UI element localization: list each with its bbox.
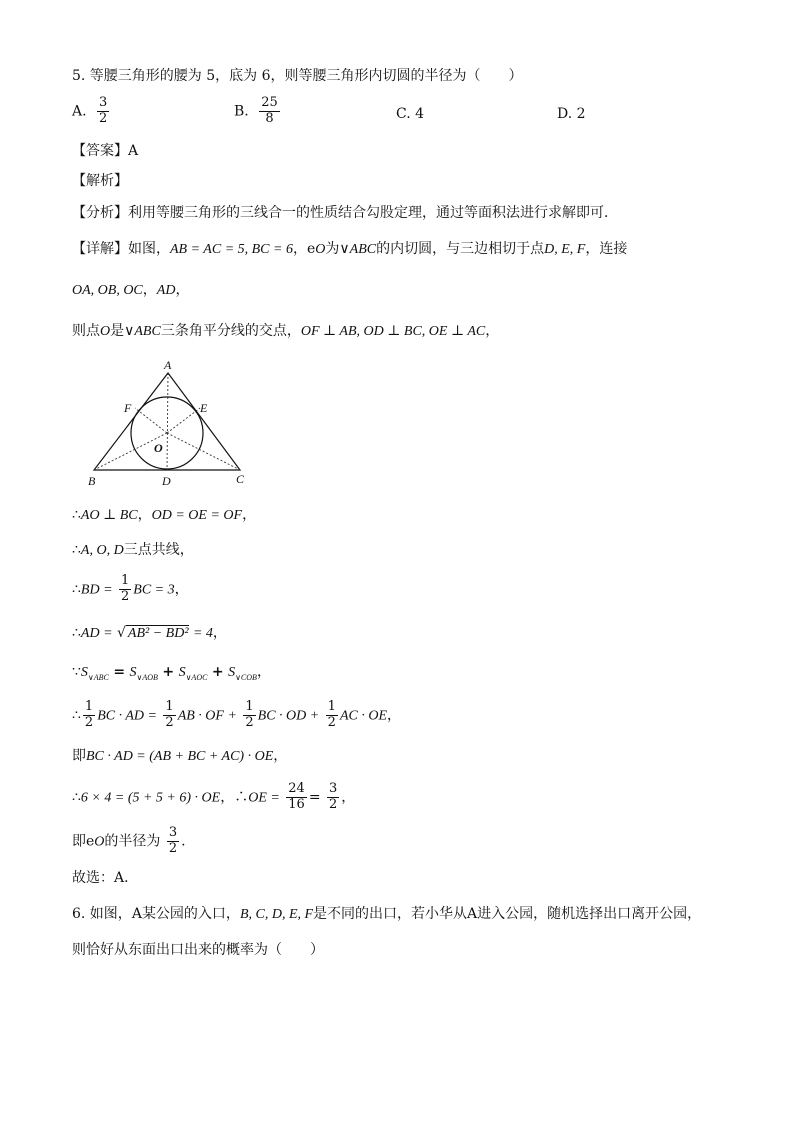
line-of [135,408,167,433]
option-b-fraction: $\frac{25}{8}$ [261,95,278,126]
label-o: O [154,441,163,455]
answer-line: 【答案】A [72,143,139,159]
step-9: 即eO的半径为 $\frac{3}{2}$ . [72,825,186,856]
question-5-stem: 5. 等腰三角形的腰为 5，底为 6，则等腰三角形内切圆的半径为（ ） [72,68,523,84]
label-a: A [164,358,172,372]
option-c: C. 4 [396,106,425,122]
line-ao [167,373,168,470]
option-a: A. $\frac{3}{2}$ [72,95,108,126]
line-oe [167,408,200,433]
step-7: 即BC · AD = (AB + BC + AC) · OE， [72,748,288,764]
label-e: E [200,401,208,415]
option-d: D. 2 [557,106,586,122]
label-c: C [236,472,245,486]
step-6: ∴ $\frac{1}{2}$ BC · AD = $\frac{1}{2}$ AB · OF + $\frac{1}{2}$ BC · OD + $\frac{1}{2}$ AC · OE， [72,699,401,730]
step-2: ∴A, O, D三点共线， [72,542,194,558]
label-f: F [124,401,132,415]
detail-line-1: 【详解】如图，AB = AC = 5, BC = 6，eO为∨ABC的内切圆，与三边相切于点D, E, F，连接 [72,241,628,257]
step-3: ∴BD = $\frac{1}{2}$ BC = 3， [72,573,189,604]
step-8: ∴6 × 4 = (5 + 5 + 6) · OE，∴OE = $\frac{24}{16}$ = $\frac{3}{2}$ ， [72,781,356,812]
fenxi-line: 【分析】利用等腰三角形的三线合一的性质结合勾股定理，通过等面积法进行求解即可． [72,205,618,221]
detail-line-2: OA, OB, OC，AD， [72,282,190,298]
analysis-heading: 【解析】 [72,173,128,189]
line-oc [167,433,240,470]
step-4: ∴AD = √ AB² − BD² = 4， [72,625,227,641]
triangle-abc [94,373,240,470]
detail-line-3: 则点O是∨ABC三条角平分线的交点，OF ⊥ AB, OD ⊥ BC, OE ⊥ AC， [72,323,500,339]
label-d: D [162,474,171,488]
question-6-line-1: 6. 如图，A某公园的入口，B, C, D, E, F是不同的出口，若小华从A进入公园，随机选择出口离开公园， [72,906,702,922]
label-b: B [88,474,96,488]
step-5: $\because S_{\vee ABC} = S_{\vee AOB} + S_{\vee AOC} + S_{\vee COB}$， [72,664,271,682]
option-a-fraction: $\frac{3}{2}$ [99,95,108,126]
step-1: ∴AO ⊥ BC，OD = OE = OF， [72,507,257,523]
incircle-figure [80,355,260,495]
option-b: B. $\frac{25}{8}$ [234,95,278,126]
choose-line: 故选：A． [72,870,139,886]
question-6-line-2: 则恰好从东面出口出来的概率为（ ） [72,942,324,958]
